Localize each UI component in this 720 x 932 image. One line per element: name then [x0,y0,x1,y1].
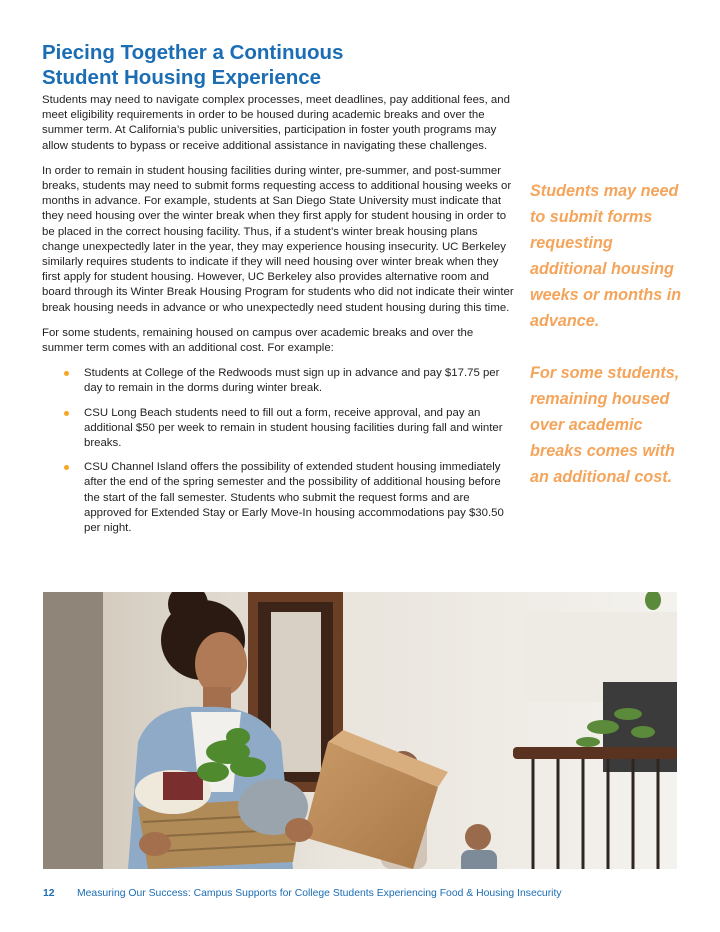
bullet-icon [64,411,69,416]
body-column [42,93,516,545]
heading-line-2: Student Housing Experience [42,66,322,89]
list-item [84,366,516,396]
list-item [84,406,516,452]
bullet-icon [64,371,69,376]
heading-line-1: Piecing Together a Continuous [42,41,344,64]
paragraph-additional-cost: For some students, remaining housed on campus over academic breaks and over the summer term comes with an additional cost. For example: [42,326,474,355]
cost-examples-list [42,366,516,536]
list-item [84,460,516,536]
pull-quote-2: For some students, remaining housed over academic breaks comes with an additional cost. [530,364,680,486]
photo-illustration [43,592,677,869]
page-number: 12 [43,888,55,899]
page-footer [43,887,683,901]
pull-quote-1: Students may need to submit forms requesting additional housing weeks or months in advance. [530,182,682,330]
list-item-text: CSU Long Beach students need to fill out a form, receive approval, and pay an additional $50 per week to remain in student housing facilities during fall and winter breaks. [84,406,503,450]
list-item-text: Students at College of the Redwoods must sign up in advance and pay $17.75 per day to remain in the dorms during winter break. [84,367,500,395]
paragraph-intro: Students may need to navigate complex processes, meet deadlines, pay additional fees, and meet eligibility requirements in order to be housed during academic breaks and over the summer term. At California’s public universities, participation in foster youth programs may allow students to bypass or receive additional assistance in navigating these challenges. [42,94,510,152]
student-moving-photo [43,592,677,869]
publication-title: Measuring Our Success: Campus Supports for College Students Experiencing Food & Housing Insecurity [77,888,562,899]
bullet-icon [64,465,69,470]
paragraph-break-housing: In order to remain in student housing facilities during winter, pre-summer, and post-summer breaks, students may need to submit forms requesting access to additional housing weeks or months in advance. For example, students at San Diego State University must indicate that they need housing over the winter break when they first apply for student housing in order to be placed in the correct housing facility. Thus, if a student’s winter break housing plans change unexpectedly later in the year, they may experience housing insecurity. UC Berkeley similarly requires students to indicate if they will need housing over winter break when they first apply for student housing. However, UC Berkeley also provides alternative room and board through its Winter Break Housing Program for students who did not indicate their winter break housing needs in advance or who unexpectedly need student housing during this time. [42,164,514,314]
page-heading [42,40,512,90]
list-item-text: CSU Channel Island offers the possibility of extended student housing immediately after the end of the spring semester and the possibility of additional housing before the start of the fall semester. Students who submit the request forms and are approved for Extended Stay or Early Move-In housing accommodations pay $30.50 per night. [84,461,504,535]
pull-quote-sidebar [530,178,690,516]
